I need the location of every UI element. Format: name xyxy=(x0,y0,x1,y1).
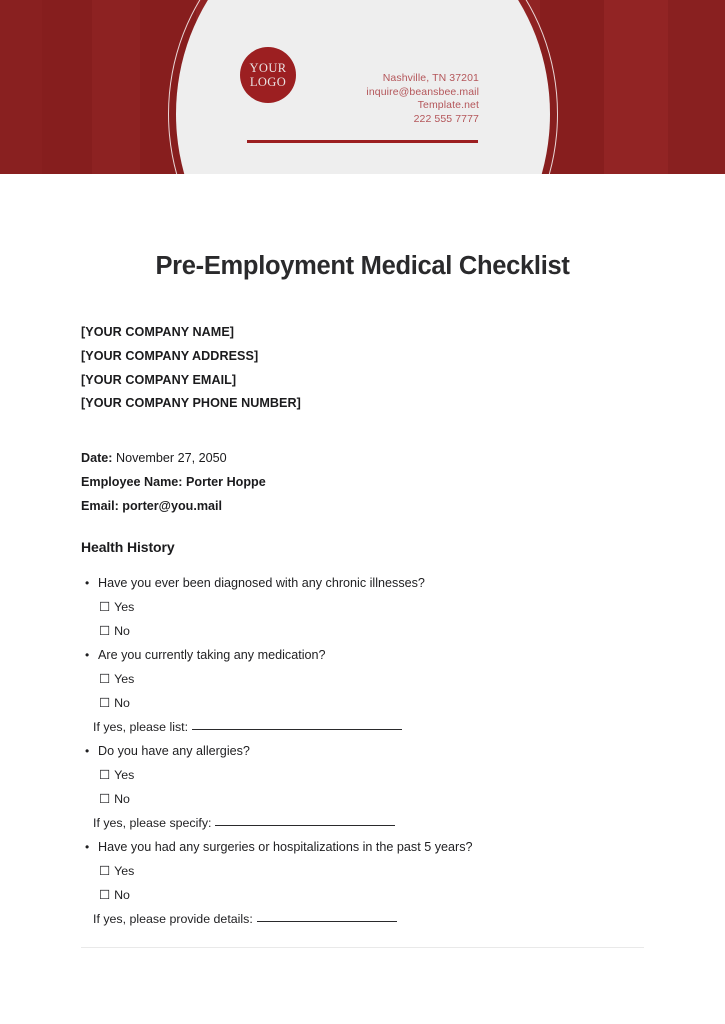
followup-write-in-field[interactable] xyxy=(257,921,397,922)
checkbox-option[interactable] xyxy=(81,763,644,787)
checkbox-icon[interactable]: ☐ xyxy=(99,887,111,902)
checkbox-label: No xyxy=(114,791,130,806)
question-item xyxy=(81,571,644,643)
question-item xyxy=(81,835,644,931)
question-text xyxy=(81,835,644,859)
question-label: Do you have any allergies? xyxy=(98,743,250,758)
followup-line xyxy=(81,715,644,739)
checkbox-label: Yes xyxy=(114,863,135,878)
followup-line xyxy=(81,907,644,931)
contact-email: inquire@beansbee.mail xyxy=(366,85,479,98)
company-info-block xyxy=(81,321,644,416)
checkbox-label: No xyxy=(114,695,130,710)
followup-label: If yes, please provide details: xyxy=(93,911,253,926)
logo-badge xyxy=(240,47,296,103)
question-label: Have you had any surgeries or hospitalizations in the past 5 years? xyxy=(98,839,473,854)
checkbox-icon[interactable]: ☐ xyxy=(99,623,111,638)
checkbox-icon[interactable]: ☐ xyxy=(99,863,111,878)
bullet-icon: • xyxy=(85,839,90,854)
checkbox-option[interactable] xyxy=(81,883,644,907)
checkbox-icon[interactable]: ☐ xyxy=(99,671,111,686)
question-item xyxy=(81,739,644,835)
question-text xyxy=(81,643,644,667)
employee-email-line: Email: porter@you.mail xyxy=(81,499,223,513)
contact-phone: 222 555 7777 xyxy=(413,112,479,125)
question-text xyxy=(81,739,644,763)
checkbox-icon[interactable]: ☐ xyxy=(99,695,111,710)
bullet-icon: • xyxy=(85,647,90,662)
company-email: [YOUR COMPANY EMAIL] xyxy=(81,372,237,387)
page-title: Pre-Employment Medical Checklist xyxy=(155,252,570,280)
bullet-icon: • xyxy=(85,575,90,590)
company-phone: [YOUR COMPANY PHONE NUMBER] xyxy=(81,396,301,411)
date-line xyxy=(81,447,644,471)
section-heading-health-history: Health History xyxy=(81,538,175,555)
contact-address: Nashville, TN 37201 xyxy=(382,72,479,84)
checkbox-label: Yes xyxy=(114,767,135,782)
checkbox-icon[interactable]: ☐ xyxy=(99,791,111,806)
contact-website: Template.net xyxy=(417,99,479,111)
date-value: November 27, 2050 xyxy=(116,451,227,466)
bullet-icon: • xyxy=(85,743,90,758)
question-label: Are you currently taking any medication? xyxy=(98,647,326,662)
header-banner xyxy=(0,0,725,174)
checkbox-label: No xyxy=(114,623,130,638)
followup-label: If yes, please list: xyxy=(93,719,189,734)
header-accent-rule xyxy=(247,140,478,143)
checkbox-option[interactable] xyxy=(81,619,644,643)
logo-line-1: YOUR xyxy=(249,61,287,75)
followup-line xyxy=(81,811,644,835)
checkbox-label: Yes xyxy=(114,671,135,686)
question-item xyxy=(81,643,644,739)
checkbox-option[interactable] xyxy=(81,595,644,619)
employee-meta-block xyxy=(81,447,644,519)
logo-line-2: LOGO xyxy=(249,75,287,89)
document-body xyxy=(0,252,725,931)
checkbox-option[interactable] xyxy=(81,859,644,883)
checkbox-option[interactable] xyxy=(81,691,644,715)
footer-divider xyxy=(81,947,644,948)
checkbox-option[interactable] xyxy=(81,787,644,811)
date-label: Date: xyxy=(81,451,113,466)
checkbox-label: Yes xyxy=(114,599,135,614)
question-text xyxy=(81,571,644,595)
checkbox-icon[interactable]: ☐ xyxy=(99,599,111,614)
contact-block xyxy=(366,72,479,126)
header-content xyxy=(0,0,725,174)
checkbox-label: No xyxy=(114,887,130,902)
followup-write-in-field[interactable] xyxy=(192,729,402,730)
company-name: [YOUR COMPANY NAME] xyxy=(81,325,235,339)
questions-list xyxy=(81,571,644,931)
followup-write-in-field[interactable] xyxy=(215,825,395,826)
company-address: [YOUR COMPANY ADDRESS] xyxy=(81,348,259,363)
followup-label: If yes, please specify: xyxy=(93,815,212,830)
employee-name-line: Employee Name: Porter Hoppe xyxy=(81,475,266,490)
checkbox-icon[interactable]: ☐ xyxy=(99,767,111,782)
question-label: Have you ever been diagnosed with any chronic illnesses? xyxy=(98,575,425,590)
checkbox-option[interactable] xyxy=(81,667,644,691)
